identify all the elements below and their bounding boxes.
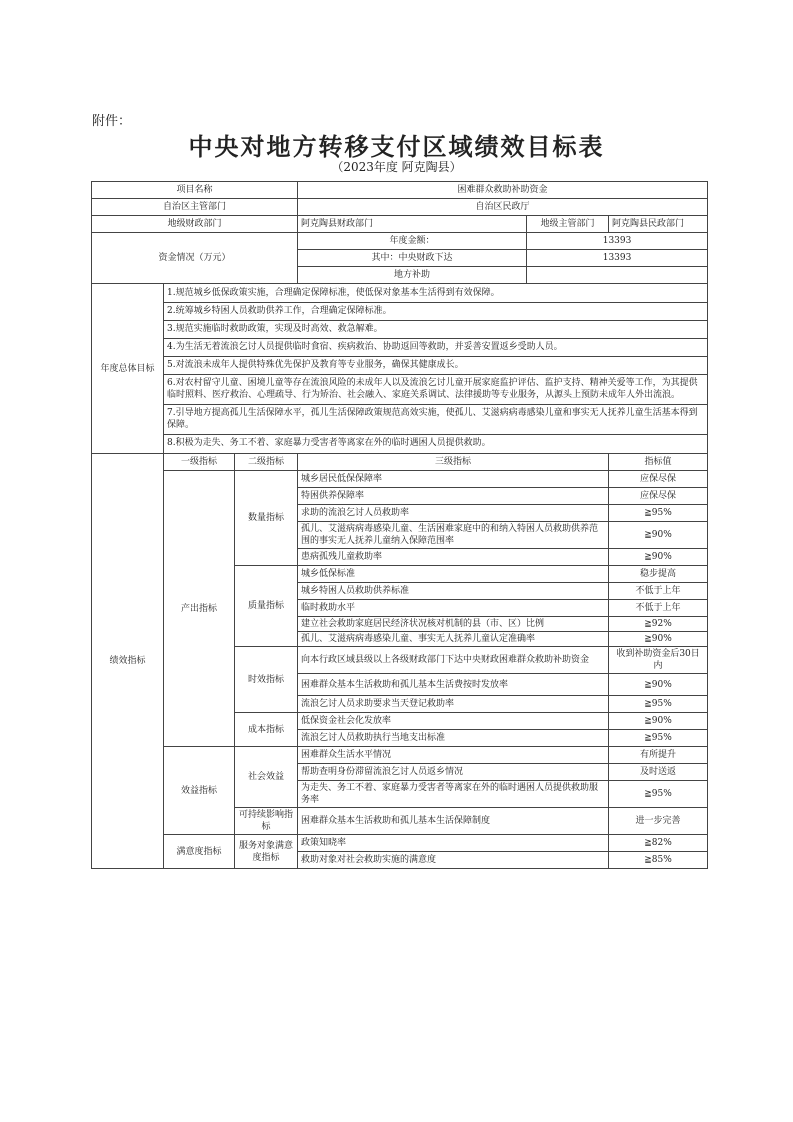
goal-item: 5.对流浪未成年人提供特殊优先保护及教育等专业服务，确保其健康成长。 bbox=[164, 356, 707, 374]
table-row-value: ≧90% bbox=[609, 522, 708, 549]
table-row-value: 应保尽保 bbox=[609, 471, 708, 488]
table-row: 孤儿、艾滋病病毒感染儿童、生活困难家庭中的和纳入特困人员救助供养范围的事实无人抚养儿童纳入保障范围率 bbox=[298, 522, 609, 549]
region-dept-value: 自治区民政厅 bbox=[298, 199, 708, 216]
col-value: 指标值 bbox=[609, 454, 708, 471]
table-row: 帮助查明身份滞留流浪乞讨人员返乡情况 bbox=[298, 764, 609, 781]
table-row-value: ≧95% bbox=[609, 730, 708, 747]
social-benefit-label: 社会效益 bbox=[235, 747, 298, 808]
table-row-value: 有所提升 bbox=[609, 747, 708, 764]
local-finance-label: 地级财政部门 bbox=[92, 216, 298, 233]
local-finance-value: 阿克陶县财政部门 bbox=[298, 216, 527, 233]
table-row: 患病孤残儿童救助率 bbox=[298, 549, 609, 566]
table-row-value: ≧85% bbox=[609, 852, 708, 869]
table-row: 城乡特困人员救助供养标准 bbox=[298, 583, 609, 600]
performance-table bbox=[91, 181, 708, 869]
table-row-value: ≧90% bbox=[609, 674, 708, 696]
table-row-value: 收到补助资金后30日内 bbox=[609, 647, 708, 674]
table-row-value: 及时送返 bbox=[609, 764, 708, 781]
local-dept-value: 阿克陶县民政部门 bbox=[609, 216, 708, 233]
table-row: 政策知晓率 bbox=[298, 835, 609, 852]
timeliness-label: 时效指标 bbox=[235, 647, 298, 713]
table-row: 求助的流浪乞讨人员救助率 bbox=[298, 505, 609, 522]
sustain-label: 可持续影响指标 bbox=[235, 808, 298, 835]
annual-total-value: 13393 bbox=[527, 233, 708, 250]
table-row-value: 不低于上年 bbox=[609, 600, 708, 617]
local-subsidy-label: 地方补助 bbox=[298, 267, 527, 284]
table-row-value: ≧90% bbox=[609, 632, 708, 647]
table-row-value: ≧82% bbox=[609, 835, 708, 852]
table-row-value: 进一步完善 bbox=[609, 808, 708, 835]
table-row: 临时救助水平 bbox=[298, 600, 609, 617]
table-row: 流浪乞讨人员求助要求当天登记救助率 bbox=[298, 696, 609, 713]
goal-item: 1.规范城乡低保政策实施，合理确定保障标准，使低保对象基本生活得到有效保障。 bbox=[167, 288, 500, 298]
page-title: 中央对地方转移支付区域绩效目标表 bbox=[188, 132, 605, 161]
satisfaction-label: 满意度指标 bbox=[164, 835, 235, 869]
page-subtitle: （2023年度 阿克陶县） bbox=[331, 160, 462, 174]
table-row-value: 不低于上年 bbox=[609, 583, 708, 600]
table-row-value: ≧95% bbox=[609, 696, 708, 713]
annual-goals-label: 年度总体目标 bbox=[92, 284, 164, 454]
output-label: 产出指标 bbox=[164, 471, 235, 747]
table-row: 困难群众基本生活救助和孤儿基本生活费按时发放率 bbox=[298, 674, 609, 696]
table-row-value: 应保尽保 bbox=[609, 488, 708, 505]
goal-item: 6.对农村留守儿童、困境儿童等存在流浪风险的未成年人以及流浪乞讨儿童开展家庭监护评估、监护支持、精神关爱等工作，为其提供临时照料、医疗救治、心理疏导、行为矫治、社会融入、家庭关系调试、法律援助等专业服务，从源头上预防未成年人外出流浪。 bbox=[164, 374, 707, 404]
funds-label: 资金情况（万元） bbox=[92, 233, 298, 284]
table-row-value: ≧92% bbox=[609, 617, 708, 632]
table-row: 流浪乞讨人员救助执行当地支出标准 bbox=[298, 730, 609, 747]
goal-item: 4.为生活无着流浪乞讨人员提供临时食宿、疾病救治、协助返回等救助，并妥善安置返乡受助人员。 bbox=[164, 338, 707, 356]
region-dept-label: 自治区主管部门 bbox=[92, 199, 298, 216]
table-row: 困难群众基本生活救助和孤儿基本生活保障制度 bbox=[298, 808, 609, 835]
annual-total-label: 年度金额： bbox=[298, 233, 527, 250]
table-row: 低保资金社会化发放率 bbox=[298, 713, 609, 730]
attachment-label: 附件： bbox=[92, 114, 132, 129]
table-row: 为走失、务工不着、家庭暴力受害者等离家在外的临时遇困人员提供救助服务率 bbox=[298, 781, 609, 808]
table-row: 城乡居民低保保障率 bbox=[298, 471, 609, 488]
table-row: 困难群众生活水平情况 bbox=[298, 747, 609, 764]
service-satisfaction-label: 服务对象满意度指标 bbox=[235, 835, 298, 869]
table-row: 城乡低保标准 bbox=[298, 566, 609, 583]
table-row: 向本行政区域县级以上各级财政部门下达中央财政困难群众救助补助资金 bbox=[298, 647, 609, 674]
annual-goals-text bbox=[164, 284, 708, 454]
quantity-label: 数量指标 bbox=[235, 471, 298, 566]
local-dept-label: 地级主管部门 bbox=[527, 216, 609, 233]
table-row-value: ≧90% bbox=[609, 713, 708, 730]
col-level1: 一级指标 bbox=[164, 454, 235, 471]
table-row: 救助对象对社会救助实施的满意度 bbox=[298, 852, 609, 869]
table-row-value: ≧95% bbox=[609, 781, 708, 808]
project-name-label: 项目名称 bbox=[92, 182, 298, 199]
table-row: 孤儿、艾滋病病毒感染儿童、事实无人抚养儿童认定准确率 bbox=[298, 632, 609, 647]
goal-item: 8.积极为走失、务工不着、家庭暴力受害者等离家在外的临时遇困人员提供救助。 bbox=[164, 434, 707, 452]
table-row-value: ≧95% bbox=[609, 505, 708, 522]
table-row-value: ≧90% bbox=[609, 549, 708, 566]
cost-label: 成本指标 bbox=[235, 713, 298, 747]
col-level2: 二级指标 bbox=[235, 454, 298, 471]
goal-item: 7.引导地方提高孤儿生活保障水平，孤儿生活保障政策规范高效实施，使孤儿、艾滋病病毒感染儿童和事实无人抚养儿童生活基本得到保障。 bbox=[164, 404, 707, 434]
perf-label: 绩效指标 bbox=[92, 454, 164, 869]
goal-item: 3.规范实施临时救助政策，实现及时高效、救急解难。 bbox=[164, 320, 707, 338]
central-value: 13393 bbox=[527, 250, 708, 267]
col-level3: 三级指标 bbox=[298, 454, 609, 471]
central-label: 其中：中央财政下达 bbox=[298, 250, 527, 267]
project-name-value: 困难群众救助补助资金 bbox=[298, 182, 708, 199]
goal-item: 2.统筹城乡特困人员救助供养工作，合理确定保障标准。 bbox=[164, 302, 707, 320]
quality-label: 质量指标 bbox=[235, 566, 298, 647]
table-row: 特困供养保障率 bbox=[298, 488, 609, 505]
table-row-value: 稳步提高 bbox=[609, 566, 708, 583]
benefit-label: 效益指标 bbox=[164, 747, 235, 835]
table-row: 建立社会救助家庭居民经济状况核对机制的县（市、区）比例 bbox=[298, 617, 609, 632]
local-subsidy-value bbox=[527, 267, 708, 284]
